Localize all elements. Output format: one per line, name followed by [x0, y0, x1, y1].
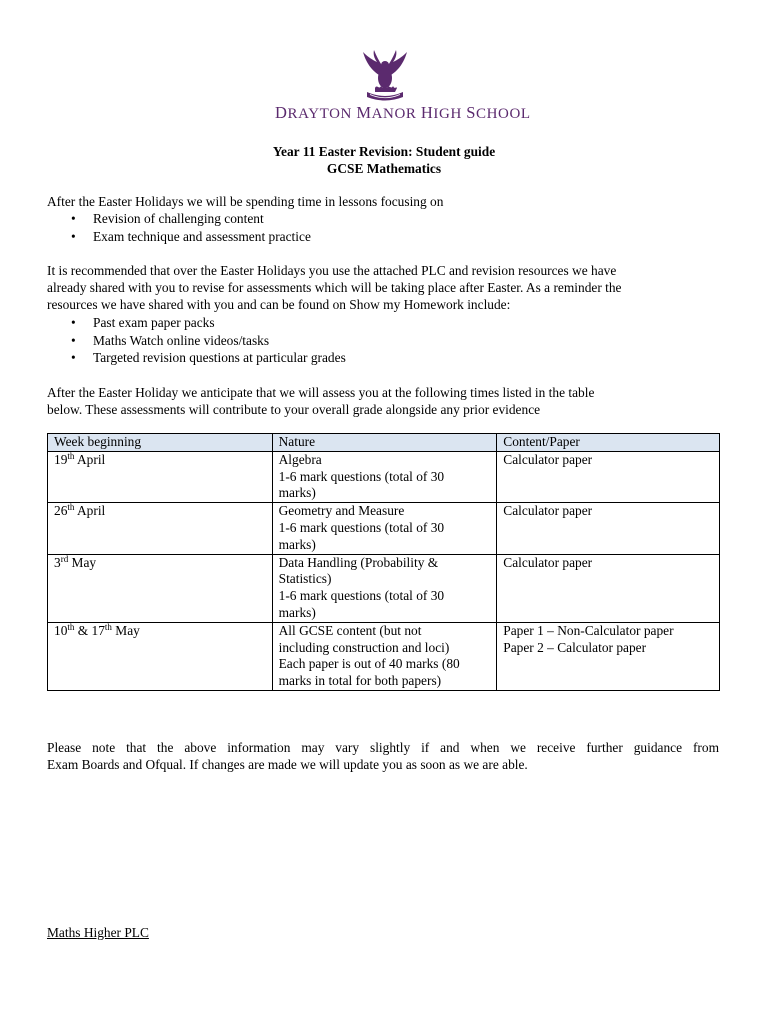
assessment-intro-line-2: below. These assessments will contribute to your overall grade alongside any prior evidence [47, 402, 541, 417]
bullet-icon: • [71, 332, 76, 348]
content-cell: Paper 1 – Non-Calculator paper Paper 2 – Calculator paper [497, 622, 720, 690]
week-cell: 19th April [48, 451, 273, 502]
list-item: • Past exam paper packs [71, 315, 215, 330]
title-line-1: Year 11 Easter Revision: Student guide [272, 144, 496, 159]
assessment-intro-line-1: After the Easter Holiday we anticipate that we will assess you at the following times listed in the table [47, 385, 595, 400]
assessment-intro-paragraph [47, 384, 719, 418]
table-row [48, 622, 720, 690]
nature-cell: Data Handling (Probability & Statistics) 1-6 mark questions (total of 30 marks) [272, 554, 497, 622]
school-logo [275, 44, 531, 122]
list-item: • Maths Watch online videos/tasks [71, 332, 270, 348]
bullet-icon: • [71, 228, 76, 244]
recommend-line-1: It is recommended that over the Easter Holidays you use the attached PLC and revision resources we have [47, 263, 617, 278]
column-header-nature: Nature [272, 434, 497, 452]
intro-bullet-list [47, 210, 311, 245]
list-item: • Targeted revision questions at particular grades [71, 350, 346, 365]
school-name: DRAYTON MANOR HIGH SCHOOL [275, 103, 531, 122]
assessment-table [47, 433, 720, 691]
note-paragraph [47, 739, 719, 773]
phoenix-crest-icon [357, 48, 413, 104]
bullet-icon: • [71, 315, 76, 330]
table-row [48, 503, 720, 554]
week-cell: 3rd May [48, 554, 273, 622]
content-cell: Calculator paper [497, 503, 720, 554]
nature-cell: All GCSE content (but not including construction and loci) Each paper is out of 40 marks (80 marks in total for both papers) [272, 622, 497, 690]
resources-bullet-list [47, 314, 346, 367]
content-cell: Calculator paper [497, 554, 720, 622]
column-header-content: Content/Paper [497, 434, 720, 452]
recommend-line-2: already shared with you to revise for assessments which will be taking place after Easter. As a reminder the [47, 280, 622, 295]
list-item: • Revision of challenging content [71, 211, 264, 226]
intro-paragraph: After the Easter Holidays we will be spending time in lessons focusing on [47, 194, 444, 209]
note-line-2: Exam Boards and Ofqual. If changes are made we will update you as soon as we are able. [47, 757, 528, 772]
title-line-2: GCSE Mathematics [326, 161, 442, 176]
plc-heading: Maths Higher PLC [47, 925, 149, 940]
nature-cell: Geometry and Measure 1-6 mark questions (total of 30 marks) [272, 503, 497, 554]
note-line-1: Please note that the above information may vary slightly if and when we receive further guidance from [47, 740, 719, 755]
list-item: • Exam technique and assessment practice [71, 228, 311, 244]
table-row [48, 554, 720, 622]
bullet-icon: • [71, 211, 76, 226]
document-title [0, 143, 768, 177]
week-cell: 10th & 17th May [48, 622, 273, 690]
week-cell: 26th April [48, 503, 273, 554]
table-header-row [48, 434, 720, 452]
content-cell: Calculator paper [497, 451, 720, 502]
recommend-paragraph [47, 262, 719, 313]
recommend-line-3: resources we have shared with you and can be found on Show my Homework include: [47, 297, 511, 312]
table-row [48, 451, 720, 502]
nature-cell: Algebra 1-6 mark questions (total of 30 marks) [272, 451, 497, 502]
column-header-week: Week beginning [48, 434, 273, 452]
bullet-icon: • [71, 350, 76, 365]
